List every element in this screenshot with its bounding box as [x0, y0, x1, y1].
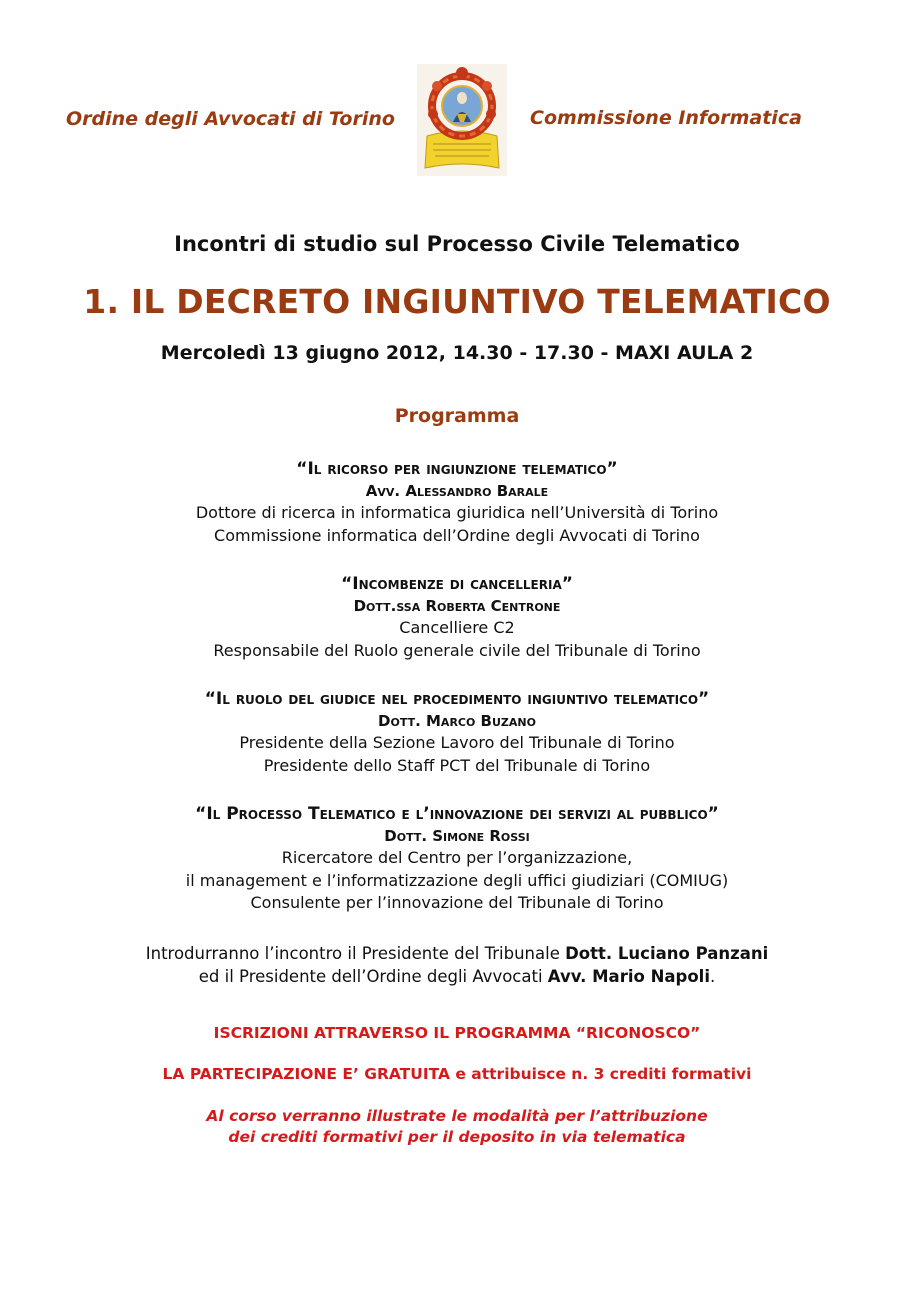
speaker-role: Responsabile del Ruolo generale civile del Tribunale di Torino	[213, 640, 701, 660]
header-commission: Commissione Informatica	[530, 107, 802, 129]
series-title: Incontri di studio sul Processo Civile Telematico	[174, 232, 740, 256]
speaker-role: Consulente per l’innovazione del Tribunale di Torino	[250, 893, 664, 912]
intro-text: ed il Presidente dell’Ordine degli Avvocati	[198, 967, 548, 986]
credits-note-line: Al corso verranno illustrate le modalità per l’attribuzione	[206, 1107, 708, 1125]
event-date: Mercoledì 13 giugno 2012, 14.30 - 17.30 - MAXI AULA 2	[160, 342, 754, 364]
event-title: 1. IL DECRETO INGIUNTIVO TELEMATICO	[83, 282, 831, 321]
intro-paragraph	[0, 942, 914, 988]
program-heading: Programma	[394, 405, 520, 427]
coat-of-arms-seal-icon	[417, 64, 507, 176]
intro-line	[0, 965, 914, 988]
header-organization: Ordine degli Avvocati di Torino	[66, 108, 395, 130]
talk-title: “Il ricorso per ingiunzione telematico”	[296, 459, 618, 479]
speaker-role: Presidente dello Staff PCT del Tribunale di Torino	[263, 755, 651, 775]
talk-item	[0, 572, 914, 662]
intro-text: .	[709, 967, 716, 986]
intro-text: Introdurranno l’incontro il Presidente del Tribunale	[145, 944, 566, 963]
talk-speaker: Dott.ssa Roberta Centrone	[353, 597, 561, 615]
talk-speaker: Avv. Alessandro Barale	[365, 482, 549, 500]
talk-title: “Il Processo Telematico e l’innovazione dei servizi al pubblico”	[195, 804, 719, 824]
talk-speaker: Dott. Simone Rossi	[384, 827, 530, 845]
speaker-role: Ricercatore del Centro per l’organizzazione,	[281, 848, 633, 867]
speaker-role: il management e l’informatizzazione degli uffici giudiziari (COMIUG)	[185, 870, 729, 890]
credits-note-line: dei crediti formativi per il deposito in via telematica	[228, 1128, 686, 1146]
speaker-role: Commissione informatica dell’Ordine degli Avvocati di Torino	[214, 525, 700, 545]
talk-title: “Il ruolo del giudice nel procedimento ingiuntivo telematico”	[204, 689, 710, 709]
participation-notice: LA PARTECIPAZIONE E’ GRATUITA e attribuisce n. 3 crediti formativi	[162, 1065, 752, 1083]
speaker-role: Cancelliere C2	[399, 618, 515, 637]
registration-notice: ISCRIZIONI ATTRAVERSO IL PROGRAMMA “RICONOSCO”	[213, 1024, 701, 1042]
tribunal-president-name: Dott. Luciano Panzani	[565, 944, 769, 963]
speaker-role: Presidente della Sezione Lavoro del Tribunale di Torino	[239, 733, 675, 752]
talk-item	[0, 457, 914, 547]
credits-note	[0, 1106, 914, 1148]
order-president-name: Avv. Mario Napoli	[547, 967, 710, 986]
speaker-role: Dottore di ricerca in informatica giuridica nell’Università di Torino	[195, 503, 719, 522]
talk-title: “Incombenze di cancelleria”	[341, 574, 573, 594]
talk-item	[0, 687, 914, 777]
talk-speaker: Dott. Marco Buzano	[378, 712, 536, 730]
talk-item	[0, 802, 914, 915]
intro-line	[0, 942, 914, 965]
